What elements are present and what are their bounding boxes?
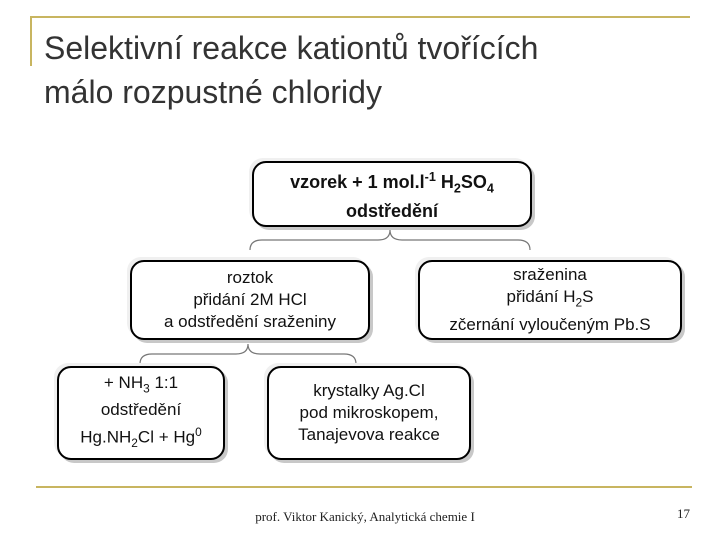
solution-box — [130, 260, 370, 340]
slide-title-line-1: Selektivní reakce kationtů tvořících — [44, 30, 539, 66]
silver-box — [267, 366, 471, 460]
solution-box-line-2: přidání 2M HCl — [193, 290, 307, 309]
page-number: 17 — [677, 506, 690, 521]
silver-box-line-1: krystalky Ag.Cl — [313, 381, 425, 400]
sample-box — [252, 161, 532, 227]
solution-box-line-3: a odstředění sraženiny — [164, 312, 336, 331]
footer-author: prof. Viktor Kanický, Analytická chemie I — [255, 509, 475, 524]
brace-solution — [140, 344, 356, 364]
precipitate-box — [418, 260, 682, 340]
sample-box-line-1: vzorek + 1 $mol.l^{-1}$ $H_2SO_4$ — [290, 170, 494, 196]
sample-box-line-2: odstředění — [345, 200, 438, 221]
solution-box-line-1: roztok — [226, 268, 274, 287]
precipitate-box-line-2: přidání $H_2S$ — [506, 287, 594, 310]
silver-box-line-2: pod mikroskopem, — [299, 403, 439, 422]
footer-rule — [36, 486, 692, 488]
precipitate-box-line-3: zčernání vyloučeným Pb.S — [449, 314, 651, 334]
silver-box-line-3: Tanajevova reakce — [298, 425, 440, 444]
mercury-box-line-3: $Hg.NH_2Cl + Hg^0$ — [80, 425, 202, 451]
mercury-box — [57, 366, 225, 460]
slide-title-line-2: málo rozpustné chloridy — [44, 74, 382, 110]
mercury-box-line-1: + $NH_3$ 1:1 — [103, 372, 179, 396]
precipitate-box-line-1: sraženina — [513, 265, 587, 285]
mercury-box-line-2: odstředění — [100, 400, 182, 420]
brace-sample — [250, 230, 530, 250]
